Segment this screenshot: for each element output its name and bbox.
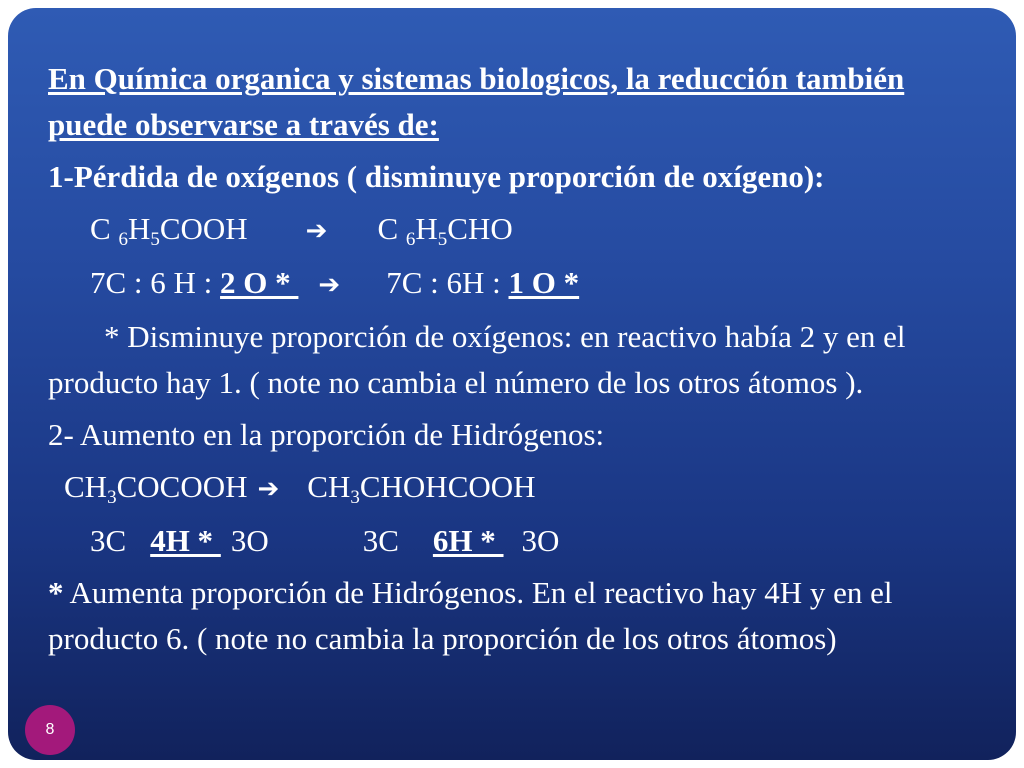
reactant-c-sub: 6 (118, 229, 128, 250)
ratio-left-o: 3O (230, 523, 269, 558)
point2-title: 2- Aumento en la proporción de Hidrógenos: (48, 417, 605, 452)
product-h-sub: 5 (437, 229, 448, 250)
reactant-rest: COCOOH (116, 469, 248, 504)
slide (8, 8, 1016, 760)
note-text: Aumenta proporción de Hidrógenos. En el reactivo hay 4H y en el producto 6. ( note no cambia la proporción de los otros átomos) (48, 575, 893, 656)
arrow-icon: ➔ (318, 270, 341, 300)
point1-title: 1-Pérdida de oxígenos ( disminuye proporción de oxígeno): (48, 159, 825, 194)
ratio-right-c: 3C (362, 523, 399, 558)
arrow-icon: ➔ (305, 216, 328, 246)
arrow-icon: ➔ (257, 474, 280, 504)
point1-note: * Disminuye proporción de oxígenos: en reactivo había 2 y en el producto hay 1. ( note no cambia el número de los otros átomos ). (48, 319, 906, 400)
intro-heading: En Química organica y sistemas biologicos, la reducción también puede observarse a través de: (48, 61, 905, 142)
product-sub: 3 (350, 487, 360, 508)
ratio-right-o: 3O (521, 523, 560, 558)
slide-number-badge: 8 (25, 705, 75, 755)
product-rest: CHOHCOOH (359, 469, 536, 504)
reactant-h-sub: 5 (150, 229, 160, 250)
ratio-left-highlight: 2 O * (220, 265, 299, 300)
point2-note (48, 570, 978, 662)
point1-ratio (48, 260, 978, 308)
point2-reaction (48, 464, 978, 512)
product-c: C (377, 211, 406, 246)
point2-ratio (48, 518, 978, 564)
note-star: * (48, 575, 64, 610)
slide-content (48, 56, 978, 662)
ratio-right-prefix: 7C : 6H : (386, 265, 509, 300)
reactant-c: C (90, 211, 119, 246)
reactant-rest: COOH (159, 211, 248, 246)
ratio-left-prefix: 7C : 6 H : (90, 265, 221, 300)
reactant-h: H (127, 211, 151, 246)
reactant-ch: CH (64, 469, 108, 504)
reactant-sub: 3 (107, 487, 117, 508)
ratio-right-h: 6H * (432, 523, 504, 558)
product-h: H (415, 211, 438, 246)
ratio-left-h: 4H * (150, 523, 221, 558)
product-ch: CH (307, 469, 351, 504)
point1-reaction (48, 206, 978, 254)
product-c-sub: 6 (405, 229, 416, 250)
ratio-right-highlight: 1 O * (508, 265, 580, 300)
product-rest: CHO (447, 211, 513, 246)
ratio-left-c: 3C (90, 523, 127, 558)
